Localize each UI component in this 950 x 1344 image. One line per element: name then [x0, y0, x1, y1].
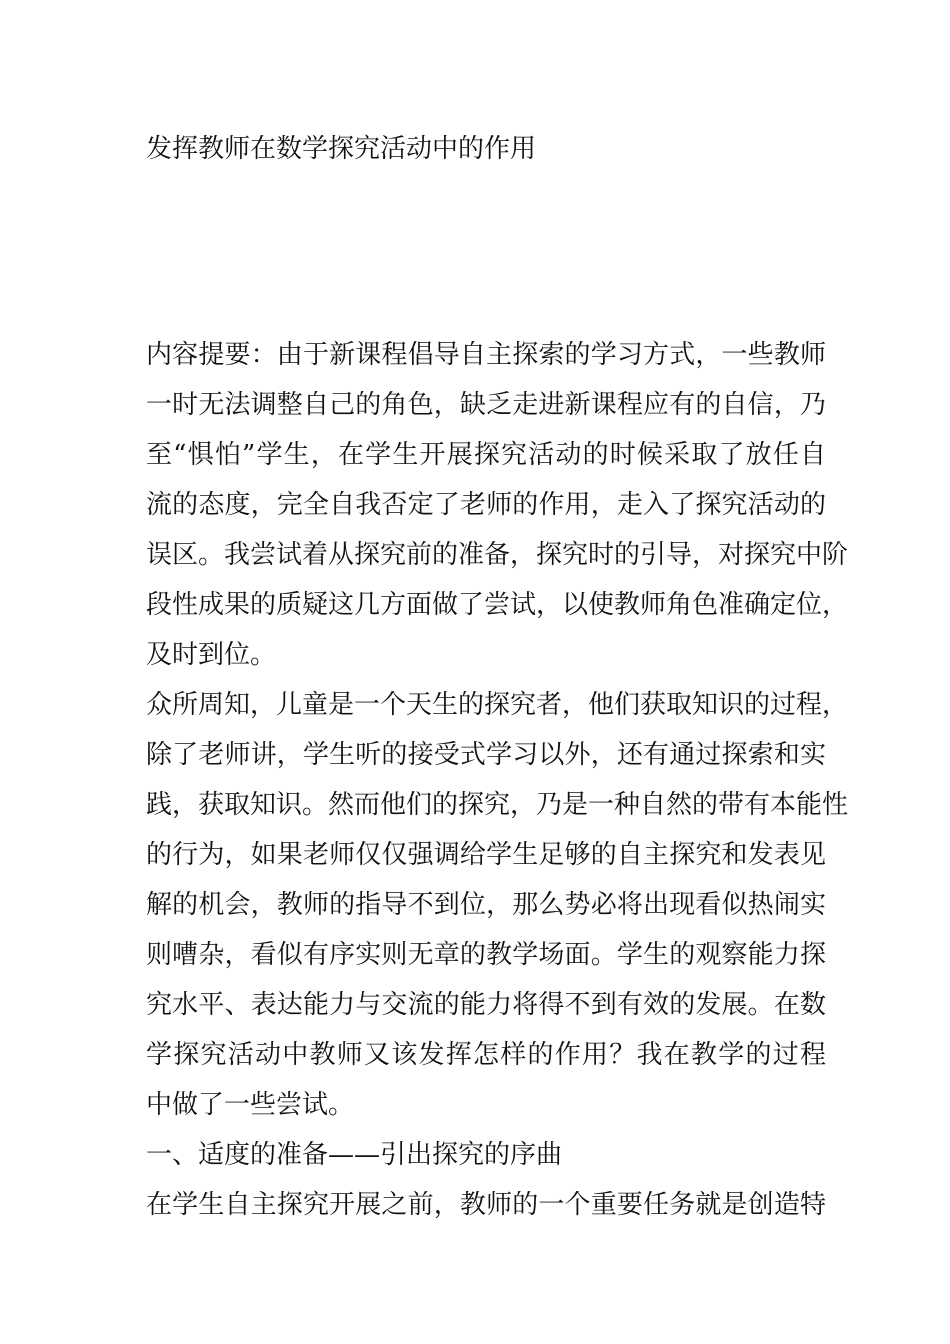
text-line: 在学生自主探究开展之前，教师的一个重要任务就是创造特 [146, 1190, 826, 1220]
text-line: 一时无法调整自己的角色，缺乏走进新课程应有的自信，乃 [146, 390, 826, 420]
text-line: 误区。我尝试着从探究前的准备，探究时的引导，对探究中阶 [146, 540, 849, 570]
text-line: 流的态度，完全自我否定了老师的作用，走入了探究活动的 [146, 490, 826, 520]
document-body [146, 330, 849, 1230]
text-line: 解的机会，教师的指导不到位，那么势必将出现看似热闹实 [146, 890, 826, 920]
text-line: 段性成果的质疑这几方面做了尝试，以使教师角色准确定位， [146, 590, 849, 620]
text-line: 众所周知，儿童是一个天生的探究者，他们获取知识的过程， [146, 690, 849, 720]
text-line: 学探究活动中教师又该发挥怎样的作用？我在教学的过程 [146, 1040, 826, 1070]
text-line: 至“惧怕”学生，在学生开展探究活动的时候采取了放任自 [146, 440, 826, 470]
text-line: 内容提要：由于新课程倡导自主探索的学习方式，一些教师 [146, 340, 826, 370]
text-line: 除了老师讲，学生听的接受式学习以外，还有通过探索和实 [146, 740, 826, 770]
text-line: 一、适度的准备——引出探究的序曲 [146, 1140, 563, 1170]
text-line: 则嘈杂，看似有序实则无章的教学场面。学生的观察能力探 [146, 940, 826, 970]
text-line: 中做了一些尝试。 [146, 1090, 355, 1120]
text-line: 践，获取知识。然而他们的探究，乃是一种自然的带有本能性 [146, 790, 849, 820]
document-title: 发挥教师在数学探究活动中的作用 [146, 134, 537, 164]
text-line: 的行为，如果老师仅仅强调给学生足够的自主探究和发表见 [146, 840, 826, 870]
text-line: 及时到位。 [146, 640, 277, 670]
text-line: 究水平、表达能力与交流的能力将得不到有效的发展。在数 [146, 990, 826, 1020]
